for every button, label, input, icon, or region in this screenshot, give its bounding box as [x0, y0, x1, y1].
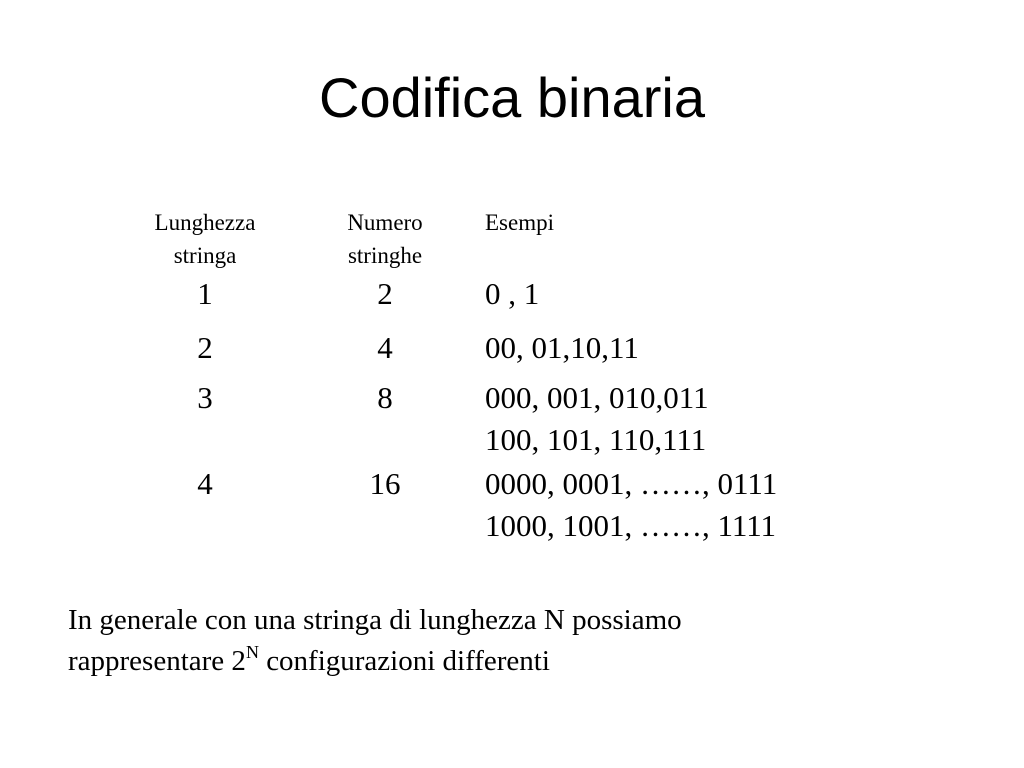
- note-line-2: [68, 641, 968, 682]
- cell-examples: [485, 273, 905, 315]
- cell-count: 16: [369, 466, 401, 501]
- example-line: 1000, 1001, ……, 1111: [485, 508, 777, 543]
- header-text: stringhe: [347, 243, 423, 268]
- header-text: stringa: [173, 243, 237, 268]
- cell-length: 3: [197, 380, 213, 415]
- slide-title: Codifica binaria: [319, 66, 705, 129]
- example-line: 0000, 0001, ……, 0111: [485, 466, 778, 501]
- note-line-1: In generale con una stringa di lunghezza N possiamo: [68, 604, 682, 636]
- note-suffix: configurazioni differenti: [258, 645, 550, 677]
- cell-length: 1: [197, 276, 213, 311]
- header-text: Numero: [347, 210, 423, 235]
- cell-examples: [485, 327, 905, 369]
- note-exponent: N: [245, 642, 259, 662]
- header-numero-stringhe: [310, 206, 460, 272]
- cell-length: 4: [197, 466, 213, 501]
- example-line: 0 , 1: [485, 276, 540, 311]
- cell-count: 4: [377, 330, 393, 365]
- note-prefix: rappresentare 2: [68, 645, 246, 677]
- cell-examples: [485, 377, 905, 461]
- example-line: 00, 01,10,11: [485, 330, 639, 365]
- cell-count: 2: [377, 276, 393, 311]
- cell-length: 2: [197, 330, 213, 365]
- cell-count: 8: [377, 380, 393, 415]
- cell-examples: [485, 463, 905, 547]
- example-line: 100, 101, 110,111: [485, 422, 707, 457]
- summary-note: [68, 600, 968, 682]
- header-lunghezza-stringa: [130, 206, 280, 272]
- header-text: Esempi: [485, 210, 554, 235]
- header-esempi: [485, 206, 685, 239]
- example-line: 000, 001, 010,011: [485, 380, 709, 415]
- header-text: Lunghezza: [154, 210, 256, 235]
